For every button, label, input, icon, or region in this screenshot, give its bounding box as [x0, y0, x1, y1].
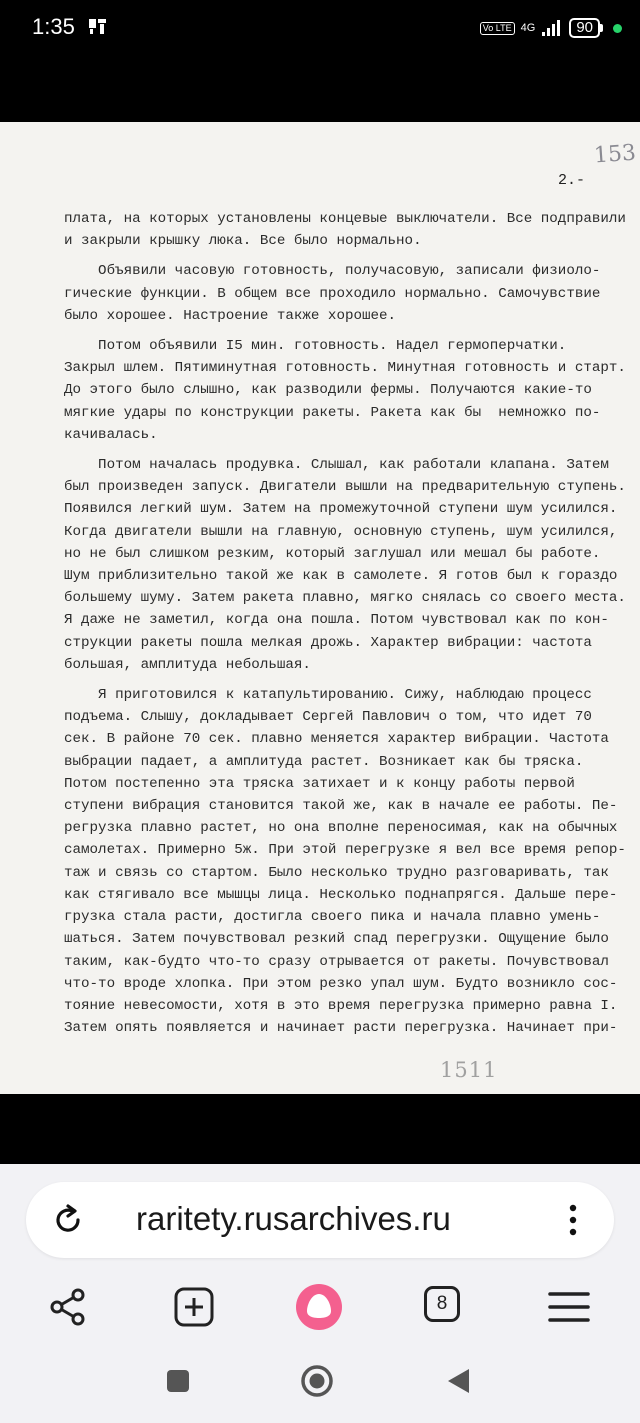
document-line: мягкие удары по конструкции ракеты. Ракета как бы немножко по-: [64, 404, 601, 421]
document-line: как стягивало все мышцы лица. Несколько поднапрягся. Дальше пере-: [64, 886, 618, 903]
browser-toolbar: [0, 1278, 640, 1338]
document-line: плата, на которых установлены концевые выключатели. Все подправили: [64, 211, 626, 227]
battery-icon: [569, 18, 603, 38]
document-line: шаться. Затем почувствовал резкий спад перегрузки. Ощущение было: [64, 931, 609, 948]
typed-page-number: 2.-: [558, 172, 586, 189]
document-line: и закрыли крышку люка. Все было нормально.: [64, 233, 422, 250]
document-line: регрузка плавно растет, но она вполне переносимая, как на обычных: [64, 820, 618, 837]
notification-icon: [88, 16, 108, 36]
document-line: Потом постепенно эта тряска затихает и к концу работы первой: [64, 775, 575, 792]
battery-level: 90: [569, 18, 600, 38]
document-line: что-то вроде хлопка. При этом резко упал шум. Будто возникло сос-: [64, 975, 618, 992]
document-line: качивалась.: [64, 426, 158, 443]
volte-badge: Vo LTE: [480, 22, 515, 35]
document-line: самолетах. Примерно 5ж. При этой перегрузке я вел все время репор-: [64, 842, 626, 859]
address-bar[interactable]: [26, 1182, 614, 1258]
document-text: [64, 208, 626, 1047]
share-button[interactable]: [45, 1284, 91, 1330]
document-line: Я приготовился к катапультированию. Сижу, наблюдаю процесс: [64, 687, 592, 704]
document-line: Затем опять появляется и начинает расти перегрузка. Начинает при-: [64, 1020, 618, 1037]
document-paragraph: [64, 454, 626, 676]
document-line: был произведен запуск. Двигатели вышли на предварительную ступень.: [64, 479, 626, 496]
document-line: большая, амплитуда небольшая.: [64, 656, 311, 673]
status-indicators: [480, 14, 622, 42]
handwritten-page-number: 153: [593, 140, 637, 169]
back-nav-icon[interactable]: [444, 1366, 472, 1396]
browser-bottom-bar: [0, 1164, 640, 1423]
share-icon: [48, 1287, 88, 1327]
document-paragraph: [64, 684, 626, 1039]
document-paragraph: [64, 260, 626, 327]
status-time: 1:35: [32, 14, 75, 39]
alice-assistant-icon: [294, 1282, 344, 1332]
network-type: 4G: [520, 22, 536, 34]
document-line: Я даже не заметил, когда она пошла. Потом чувствовал как по кон-: [64, 612, 609, 629]
document-line: Объявили часовую готовность, получасовую, записали физиоло-: [64, 263, 601, 280]
home-nav-icon[interactable]: [300, 1364, 334, 1398]
document-line: было хорошее. Настроение также хорошее.: [64, 307, 397, 324]
menu-button[interactable]: [546, 1284, 592, 1330]
document-line: но не был слишком резким, который заглушал или мешал бы работе.: [64, 545, 601, 562]
document-line: подъема. Слышу, докладывает Сергей Павлович о том, что идет 70: [64, 709, 592, 726]
document-paragraph: [64, 335, 626, 446]
document-line: Шум приблизительно такой же как в самолете. Я готов был к гораздо: [64, 568, 618, 585]
document-line: Появился легкий шум. Затем на промежуточной ступени шум усилился.: [64, 501, 618, 518]
document-line: выбрации падает, а амплитуда растет. Возникает как бы тряска.: [64, 753, 584, 770]
new-tab-button[interactable]: [171, 1284, 217, 1330]
charging-dot-icon: [613, 24, 622, 33]
document-line: Потом началась продувка. Слышал, как работали клапана. Затем: [64, 457, 609, 474]
document-line: сек. В районе 70 сек. плавно меняется характер вибрации. Частота: [64, 731, 609, 748]
recents-nav-icon[interactable]: [165, 1368, 191, 1394]
system-navigation-bar: [0, 1360, 640, 1410]
status-bar: [0, 0, 640, 54]
document-page: [0, 122, 640, 1094]
document-line: гические функции. В общем все проходило нормально. Самочувствие: [64, 285, 601, 302]
document-line: большему шуму. Затем ракета плавно, мягко снялась со своего места.: [64, 590, 626, 607]
document-line: До этого было слышно, как разводили фермы. Получаются какие-то: [64, 382, 592, 399]
document-paragraph: [64, 208, 626, 252]
document-line: таким, как-будто что-то сразу отрывается от ракеты. Почувствовал: [64, 953, 609, 970]
assistant-button[interactable]: [294, 1282, 344, 1332]
hamburger-menu-icon: [548, 1289, 590, 1325]
signal-icon: [541, 19, 563, 37]
document-line: Потом объявили I5 мин. готовность. Надел гермоперчатки.: [64, 338, 567, 355]
more-vertical-icon[interactable]: [558, 1202, 588, 1238]
document-line: Закрыл шлем. Пятиминутная готовность. Минутная готовность и старт.: [64, 360, 626, 377]
archive-stamp: 1511: [440, 1058, 498, 1082]
tabs-count-button[interactable]: 8: [424, 1286, 460, 1322]
reload-icon[interactable]: [50, 1202, 86, 1238]
url-text[interactable]: raritety.rusarchives.ru: [136, 1200, 451, 1237]
document-viewer[interactable]: [0, 54, 640, 1164]
document-line: тояние невесомости, хотя в это время перегрузка примерно равна I.: [64, 997, 618, 1014]
document-line: ступени вибрация становится такой же, как в начале ее работы. Пе-: [64, 798, 618, 815]
document-line: Когда двигатели вышли на главную, основную ступень, шум усилился,: [64, 523, 618, 540]
add-tab-icon: [173, 1286, 215, 1328]
document-line: струкции ракеты пошла мелкая дрожь. Характер вибрации: частота: [64, 634, 592, 651]
document-line: грузка стала расти, достигла своего пика и начала плавно умень-: [64, 909, 601, 926]
document-line: таж и связь со стартом. Было несколько трудно разговаривать, так: [64, 864, 609, 881]
